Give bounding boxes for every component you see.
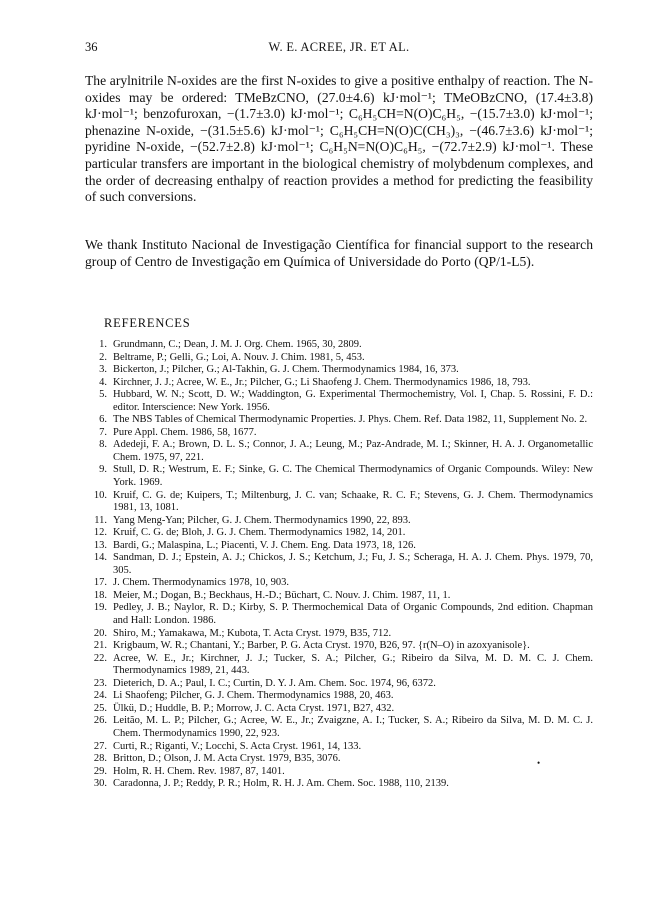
reference-item — [85, 464, 593, 489]
reference-item — [85, 715, 593, 740]
reference-item — [85, 364, 593, 377]
reference-text: Kruif, C. G. de; Bloh, J. G. J. Chem. Thermodynamics 1982, 14, 201. — [113, 527, 406, 539]
reference-number: 4. — [99, 376, 107, 388]
reference-number: 26. — [93, 715, 107, 727]
body-paragraph: The arylnitrile N-oxides are the first N-oxides to give a positive enthalpy of reaction. The N-oxides may be ordered: TMeBzCNO, (27.0±4.6) kJ·mol⁻¹; TMeOBzCNO, (17.4±3.8) kJ·mol⁻¹; benzofuroxan, −(1.7±3.0) kJ·mol⁻¹; C₆H₅CH=N(O)C₆H₅, −(15.7±3.0) kJ·mol⁻¹; phenazine N-oxide, −(31.5±5.6) kJ·mol⁻¹; C₆H₅CH=N(O)C(CH₃)₃, −(46.7±3.6) kJ·mol⁻¹; pyridine N-oxide, −(52.7±2.8) kJ·mol⁻¹; C₆H₅N=N(O)C₆H₅, −(72.7±2.9) kJ·mol⁻¹. These particular transfers are important in the biological chemistry of molybdenum complexes, and the order of decreasing enthalpy of reaction provides a method for predicting the feasibility of such conversions. — [85, 73, 593, 205]
reference-number: 3. — [99, 364, 107, 376]
reference-item — [85, 653, 593, 678]
reference-text: Yang Meng-Yan; Pilcher, G. J. Chem. Thermodynamics 1990, 22, 893. — [113, 514, 411, 526]
reference-number: 17. — [93, 577, 107, 589]
reference-item — [85, 678, 593, 691]
reference-number: 22. — [93, 652, 107, 664]
reference-text: Hubbard, W. N.; Scott, D. W.; Waddington, G. Experimental Thermochemistry, Vol. I, Chap. 5. Rossini, F. D.: editor. Interscience: New York. 1956. — [113, 389, 593, 413]
reference-text: Shiro, M.; Yamakawa, M.; Kubota, T. Acta Cryst. 1979, B35, 712. — [113, 627, 392, 639]
reference-number: 10. — [93, 489, 107, 501]
reference-number: 18. — [93, 589, 107, 601]
reference-text: Li Shaofeng; Pilcher, G. J. Chem. Thermodynamics 1988, 20, 463. — [113, 690, 394, 702]
reference-item — [85, 690, 593, 703]
reference-text: J. Chem. Thermodynamics 1978, 10, 903. — [113, 577, 289, 589]
reference-number: 25. — [93, 702, 107, 714]
reference-item — [85, 439, 593, 464]
reference-item — [85, 753, 593, 766]
reference-text: Ülkü, D.; Huddle, B. P.; Morrow, J. C. Acta Cryst. 1971, B27, 432. — [113, 702, 395, 714]
acknowledgement-paragraph: We thank Instituto Nacional de Investigação Científica for financial support to the research group of Centro de Investigação em Química of Universidade do Porto (QP/1-L5). — [85, 237, 593, 269]
reference-text: Bardi, G.; Malaspina, L.; Piacenti, V. J. Chem. Eng. Data 1973, 18, 126. — [113, 539, 416, 551]
reference-item — [85, 640, 593, 653]
reference-text: Britton, D.; Olson, J. M. Acta Cryst. 1979, B35, 3076. — [113, 753, 341, 765]
reference-number: 29. — [93, 765, 107, 777]
reference-item — [85, 352, 593, 365]
reference-item — [85, 628, 593, 641]
reference-number: 12. — [93, 527, 107, 539]
reference-item — [85, 741, 593, 754]
reference-item — [85, 490, 593, 515]
reference-item — [85, 552, 593, 577]
reference-number: 7. — [99, 426, 107, 438]
reference-text: The NBS Tables of Chemical Thermodynamic Properties. J. Phys. Chem. Ref. Data 1982, 11, Supplement No. 2. — [113, 414, 588, 426]
reference-number: 1. — [99, 339, 107, 350]
reference-number: 13. — [93, 539, 107, 551]
reference-item — [85, 377, 593, 390]
stray-mark: • — [537, 758, 541, 768]
reference-number: 30. — [93, 778, 107, 790]
references-heading: REFERENCES — [104, 316, 191, 330]
reference-text: Acree, W. E., Jr.; Kirchner, J. J.; Tucker, S. A.; Pilcher, G.; Ribeiro da Silva, M. D. M. C. J. Chem. Thermodynamics 1989, 21, 443. — [113, 652, 593, 677]
page-header — [85, 40, 593, 58]
reference-text: Holm, R. H. Chem. Rev. 1987, 87, 1401. — [113, 765, 285, 777]
reference-text: Stull, D. R.; Westrum, E. F.; Sinke, G. C. The Chemical Thermodynamics of Organic Compounds. Wiley: New York. 1969. — [113, 464, 593, 489]
reference-item — [85, 339, 593, 352]
reference-text: Leitão, M. L. P.; Pilcher, G.; Acree, W. E., Jr.; Zvaigzne, A. I.; Tucker, S. A.; Ribeiro da Silva, M. D. M. C. J. Chem. Thermodynamics 1990, 22, 923. — [113, 715, 593, 739]
reference-number: 21. — [93, 640, 107, 652]
reference-number: 20. — [93, 627, 107, 639]
reference-number: 27. — [93, 740, 107, 752]
reference-number: 24. — [93, 690, 107, 702]
reference-item — [85, 389, 593, 414]
reference-item — [85, 540, 593, 553]
reference-item — [85, 427, 593, 440]
reference-text: Adedeji, F. A.; Brown, D. L. S.; Connor, J. A.; Leung, M.; Paz-Andrade, M. I.; Skinner, H. A. J. Organometallic Chem. 1975, 97, 221. — [113, 439, 593, 463]
reference-number: 11. — [94, 514, 107, 526]
reference-text: Curti, R.; Riganti, V.; Locchi, S. Acta Cryst. 1961, 14, 133. — [113, 740, 362, 752]
reference-text: Dieterich, D. A.; Paul, I. C.; Curtin, D. Y. J. Am. Chem. Soc. 1974, 96, 6372. — [113, 677, 436, 689]
reference-text: Beltrame, P.; Gelli, G.; Loi, A. Nouv. J. Chim. 1981, 5, 453. — [113, 351, 365, 363]
reference-number: 23. — [93, 677, 107, 689]
reference-number: 28. — [93, 753, 107, 765]
reference-text: Pure Appl. Chem. 1986, 58, 1677. — [113, 426, 257, 438]
reference-number: 9. — [99, 464, 107, 476]
reference-number: 19. — [93, 602, 107, 614]
reference-number: 5. — [99, 389, 107, 401]
reference-item — [85, 766, 593, 779]
reference-number: 14. — [93, 552, 107, 564]
reference-text: Kirchner, J. J.; Acree, W. E., Jr.; Pilcher, G.; Li Shaofeng J. Chem. Thermodynamics 1986, 18, 793. — [113, 376, 531, 388]
reference-text: Pedley, J. B.; Naylor, R. D.; Kirby, S. P. Thermochemical Data of Organic Compounds, 2nd edition. Chapman and Hall: London. 1986. — [113, 602, 593, 627]
reference-text: Caradonna, J. P.; Reddy, P. R.; Holm, R. H. J. Am. Chem. Soc. 1988, 110, 2139. — [113, 778, 449, 790]
references-list — [85, 339, 593, 791]
reference-item — [85, 527, 593, 540]
reference-text: Meier, M.; Dogan, B.; Beckhaus, H.-D.; Büchart, C. Nouv. J. Chim. 1987, 11, 1. — [113, 589, 451, 601]
reference-item — [85, 590, 593, 603]
reference-number: 8. — [99, 439, 107, 451]
reference-item — [85, 778, 593, 791]
reference-text: Krigbaum, W. R.; Chantani, Y.; Barber, P. G. Acta Cryst. 1970, B26, 97. {r(N–O) in azoxyanisole}. — [113, 640, 530, 652]
reference-item — [85, 515, 593, 528]
page-number: 36 — [85, 40, 98, 54]
reference-text: Grundmann, C.; Dean, J. M. J. Org. Chem. 1965, 30, 2809. — [113, 339, 362, 350]
reference-item — [85, 577, 593, 590]
reference-text: Kruif, C. G. de; Kuipers, T.; Miltenburg, J. C. van; Schaake, R. C. F.; Stevens, G. J. Chem. Thermodynamics 1981, 13, 1081. — [113, 489, 593, 514]
reference-item — [85, 414, 593, 427]
reference-item — [85, 602, 593, 627]
reference-item — [85, 703, 593, 716]
reference-text: Sandman, D. J.; Epstein, A. J.; Chickos, J. S.; Ketchum, J.; Fu, J. S.; Scheraga, H. A. J. Chem. Phys. 1979, 70, 305. — [113, 552, 593, 576]
reference-text: Bickerton, J.; Pilcher, G.; Al-Takhin, G. J. Chem. Thermodynamics 1984, 16, 373. — [113, 364, 459, 376]
running-head: W. E. ACREE, JR. ET AL. — [268, 40, 410, 54]
reference-number: 2. — [99, 351, 107, 363]
reference-number: 6. — [99, 414, 107, 426]
